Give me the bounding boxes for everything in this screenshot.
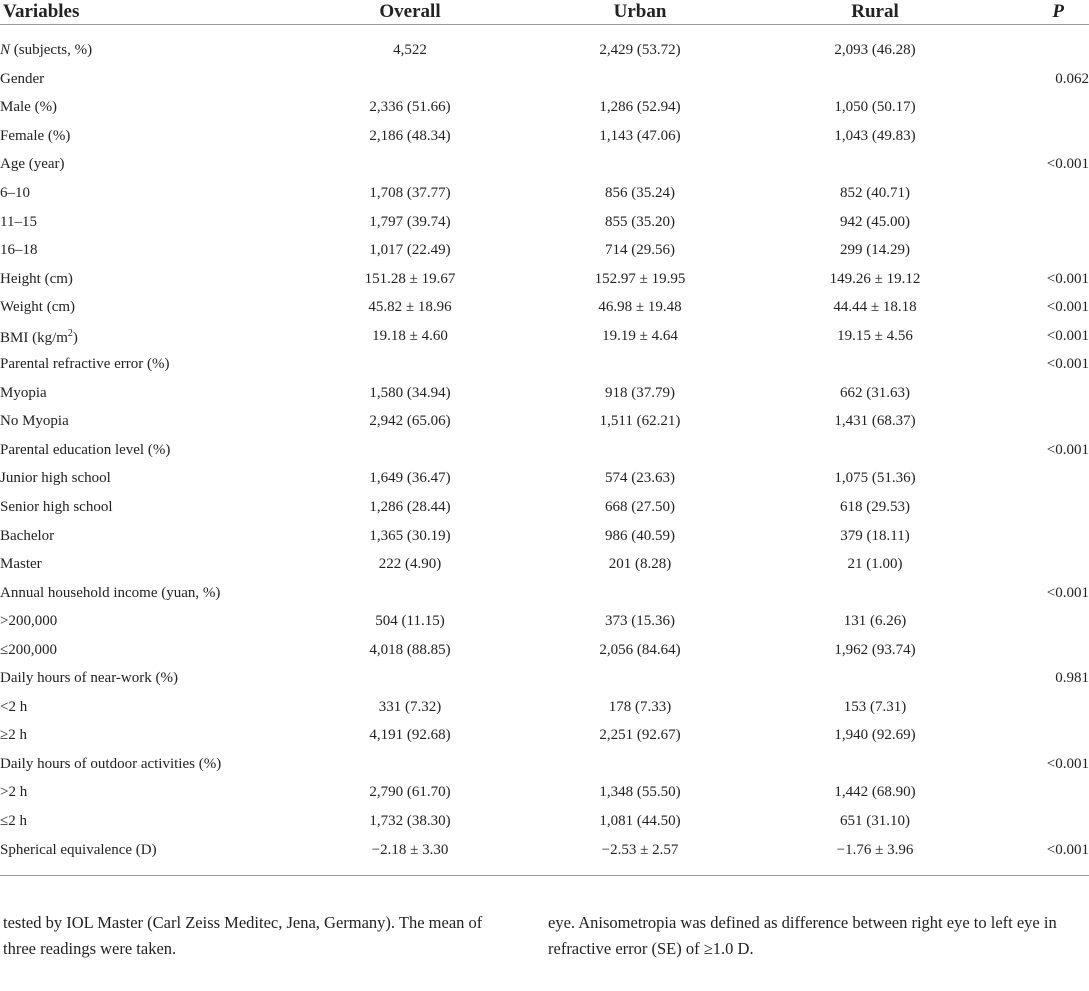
rural-cell: [760, 350, 990, 379]
row-label: [0, 436, 300, 465]
urban-cell: 986 (40.59): [605, 527, 675, 544]
urban-cell: 2,429 (53.72): [599, 42, 681, 59]
table-bottom-divider: [0, 875, 1089, 876]
header-spacer: [0, 25, 1089, 36]
overall-cell: 4,522: [393, 42, 427, 59]
row-label: [0, 464, 300, 493]
row-label-text: Bachelor: [0, 527, 55, 544]
row-label-text: Senior high school: [0, 499, 113, 516]
urban-cell: [520, 65, 760, 94]
p-value-cell: [990, 93, 1089, 122]
table-body: [0, 36, 1089, 864]
urban-cell: 46.98 ± 19.48: [598, 299, 682, 316]
p-value-cell: 0.981: [1055, 670, 1089, 687]
urban-cell: 1,143 (47.06): [599, 127, 681, 144]
row-label-tail: ): [72, 329, 78, 346]
row-label: [0, 607, 300, 636]
rural-cell: [760, 750, 990, 779]
table-row: [0, 807, 1089, 836]
row-label-text: No Myopia: [0, 413, 69, 430]
p-value-cell: [990, 693, 1089, 722]
p-value-cell: [990, 464, 1089, 493]
overall-cell: 331 (7.32): [378, 698, 442, 715]
row-label-text: Parental education level (%): [0, 441, 171, 458]
row-label: [0, 521, 300, 550]
overall-cell: [300, 150, 520, 179]
urban-cell: 201 (8.28): [608, 556, 672, 573]
overall-cell: [300, 750, 520, 779]
p-value-cell: [990, 207, 1089, 236]
row-label-text: >200,000: [0, 613, 58, 630]
overall-cell: 1,017 (22.49): [369, 242, 451, 259]
row-label-text: 6–10: [0, 185, 30, 201]
urban-cell: 2,056 (84.64): [599, 641, 681, 658]
urban-cell: 2,251 (92.67): [599, 727, 681, 744]
row-label: [0, 550, 300, 579]
p-value-cell: <0.001: [1046, 584, 1089, 601]
table-row: [0, 750, 1089, 779]
rural-cell: 1,075 (51.36): [834, 470, 916, 487]
p-value-cell: [990, 407, 1089, 436]
row-label-text: Master: [0, 556, 42, 573]
rural-cell: 1,962 (93.74): [834, 641, 916, 658]
urban-cell: [520, 750, 760, 779]
table-row: [0, 264, 1089, 293]
table-row: [0, 607, 1089, 636]
p-value-cell: [990, 778, 1089, 807]
overall-cell: 2,336 (51.66): [369, 99, 451, 116]
p-value-cell: <0.001: [1046, 356, 1089, 373]
header-urban: Urban: [613, 1, 667, 22]
row-label: [0, 36, 300, 65]
urban-cell: 178 (7.33): [608, 698, 672, 715]
rural-cell: 21 (1.00): [847, 556, 903, 573]
table-row: [0, 150, 1089, 179]
rural-cell: 1,442 (68.90): [834, 784, 916, 801]
row-label-text: Height (cm): [0, 270, 73, 287]
overall-cell: 19.18 ± 4.60: [372, 327, 448, 344]
table-row: [0, 65, 1089, 94]
urban-cell: 1,286 (52.94): [599, 99, 681, 116]
overall-cell: 2,942 (65.06): [369, 413, 451, 430]
urban-cell: 1,511 (62.21): [599, 413, 681, 430]
overall-cell: 222 (4.90): [378, 556, 442, 573]
rural-cell: [760, 65, 990, 94]
urban-cell: [520, 664, 760, 693]
rural-cell: 19.15 ± 4.56: [837, 327, 913, 344]
rural-cell: 662 (31.63): [840, 384, 910, 401]
table-row: [0, 379, 1089, 408]
row-label-text: Spherical equivalence (D): [0, 841, 157, 858]
urban-cell: −2.53 ± 2.57: [601, 841, 679, 858]
row-label-text: Male (%): [0, 99, 58, 116]
rural-cell: 44.44 ± 18.18: [833, 299, 917, 316]
row-label-text: Junior high school: [0, 470, 111, 487]
overall-cell: [300, 350, 520, 379]
table-row: [0, 550, 1089, 579]
row-label: [0, 835, 300, 864]
row-label: [0, 350, 300, 379]
p-value-cell: <0.001: [1046, 841, 1089, 858]
overall-cell: 504 (11.15): [375, 613, 445, 630]
p-value-cell: <0.001: [1046, 441, 1089, 458]
urban-cell: [520, 436, 760, 465]
p-value-cell: [990, 635, 1089, 664]
row-label-text: Parental refractive error (%): [0, 356, 170, 373]
rural-cell: 852 (40.71): [840, 185, 910, 201]
rural-cell: 131 (6.26): [843, 613, 907, 630]
overall-cell: [300, 578, 520, 607]
row-label: [0, 664, 300, 693]
urban-cell: [520, 350, 760, 379]
table-row: [0, 93, 1089, 122]
overall-cell: 4,191 (92.68): [369, 727, 451, 744]
row-label-superscript: 2: [67, 327, 73, 339]
row-label: [0, 293, 300, 322]
p-value-cell: <0.001: [1046, 270, 1089, 287]
row-label: [0, 578, 300, 607]
overall-cell: [300, 664, 520, 693]
table-row: [0, 436, 1089, 465]
body-text-left-column: tested by IOL Master (Carl Zeiss Meditec, Jena, Germany). The mean of three readings were taken.: [3, 913, 483, 958]
row-label: [0, 65, 300, 94]
row-label: [0, 721, 300, 750]
p-value-cell: [990, 721, 1089, 750]
header-variables: Variables: [3, 1, 80, 22]
table-row: [0, 179, 1089, 208]
p-value-cell: 0.062: [1055, 70, 1089, 87]
rural-cell: −1.76 ± 3.96: [836, 841, 914, 858]
p-value-cell: [990, 379, 1089, 408]
row-label-text: ≤200,000: [0, 641, 57, 658]
overall-cell: 151.28 ± 19.67: [364, 270, 456, 287]
p-value-cell: <0.001: [1046, 299, 1089, 316]
table-row: [0, 350, 1089, 379]
table-row: [0, 207, 1089, 236]
urban-cell: 1,348 (55.50): [599, 784, 681, 801]
p-value-cell: [990, 122, 1089, 151]
p-value-cell: [990, 807, 1089, 836]
row-label: [0, 379, 300, 408]
p-value-cell: [990, 550, 1089, 579]
row-label-text: BMI (kg/m: [0, 329, 68, 346]
table-header-row: [0, 0, 1089, 25]
overall-cell: 1,580 (34.94): [369, 384, 451, 401]
overall-cell: 2,186 (48.34): [369, 127, 451, 144]
urban-cell: 714 (29.56): [605, 242, 675, 259]
overall-cell: 45.82 ± 18.96: [368, 299, 452, 316]
table-row: [0, 721, 1089, 750]
urban-cell: [520, 578, 760, 607]
table-row: [0, 664, 1089, 693]
rural-cell: [760, 578, 990, 607]
row-label-text: <2 h: [0, 698, 28, 715]
row-label-text: ≤2 h: [0, 813, 27, 830]
rural-cell: 2,093 (46.28): [834, 42, 916, 59]
row-label: [0, 635, 300, 664]
table-row: [0, 693, 1089, 722]
table-row: [0, 835, 1089, 864]
urban-cell: 574 (23.63): [605, 470, 675, 487]
p-value-cell: [990, 493, 1089, 522]
overall-cell: 1,286 (28.44): [369, 499, 451, 516]
row-label-text: Weight (cm): [0, 299, 76, 316]
row-label: [0, 778, 300, 807]
row-label-text: Annual household income (yuan, %): [0, 584, 221, 601]
overall-cell: 1,797 (39.74): [369, 213, 451, 230]
urban-cell: 1,081 (44.50): [599, 813, 681, 830]
rural-cell: 1,050 (50.17): [834, 99, 916, 116]
row-label: [0, 321, 300, 350]
table-row: [0, 236, 1089, 265]
rural-cell: 1,940 (92.69): [834, 727, 916, 744]
body-text-right-column: eye. Anisometropia was defined as difference between right eye to left eye in refractive error (SE) of ≥1.0 D.: [548, 913, 1057, 958]
p-value-cell: [990, 36, 1089, 65]
table-row: [0, 293, 1089, 322]
table-row: [0, 521, 1089, 550]
overall-cell: 1,365 (30.19): [369, 527, 451, 544]
row-label: [0, 407, 300, 436]
overall-cell: −2.18 ± 3.30: [371, 841, 449, 858]
row-label: [0, 93, 300, 122]
rural-cell: [760, 436, 990, 465]
overall-cell: 2,790 (61.70): [369, 784, 451, 801]
rural-cell: 153 (7.31): [843, 698, 907, 715]
p-value-cell: [990, 179, 1089, 208]
table-row: [0, 464, 1089, 493]
row-label-text: (subjects, %): [10, 42, 93, 59]
row-label-text: Myopia: [0, 384, 47, 401]
row-label-text: Daily hours of near-work (%): [0, 670, 178, 687]
rural-cell: 651 (31.10): [840, 813, 910, 830]
rural-cell: 299 (14.29): [840, 242, 910, 259]
footer-spacer: [0, 864, 1089, 876]
row-label: [0, 150, 300, 179]
row-label-italic: N: [0, 42, 11, 59]
rural-cell: [760, 150, 990, 179]
table-row: [0, 493, 1089, 522]
row-label-text: Age (year): [0, 156, 65, 173]
p-value-cell: <0.001: [1046, 755, 1089, 772]
row-label-text: >2 h: [0, 784, 28, 801]
table-row: [0, 36, 1089, 65]
row-label: [0, 264, 300, 293]
rural-cell: 149.26 ± 19.12: [829, 270, 921, 287]
row-label: [0, 236, 300, 265]
table-row: [0, 407, 1089, 436]
rural-cell: 379 (18.11): [840, 527, 910, 544]
urban-cell: 856 (35.24): [605, 185, 675, 201]
urban-cell: 152.97 ± 19.95: [594, 270, 686, 287]
table-row: [0, 578, 1089, 607]
urban-cell: 855 (35.20): [605, 213, 675, 230]
rural-cell: 1,043 (49.83): [834, 127, 916, 144]
overall-cell: 4,018 (88.85): [369, 641, 451, 658]
p-value-cell: [990, 607, 1089, 636]
row-label-text: Female (%): [0, 127, 71, 144]
p-value-cell: [990, 236, 1089, 265]
row-label-text: ≥2 h: [0, 727, 27, 744]
row-label-text: Gender: [0, 70, 45, 87]
urban-cell: 668 (27.50): [605, 499, 675, 516]
overall-cell: 1,649 (36.47): [369, 470, 451, 487]
row-label-text: Daily hours of outdoor activities (%): [0, 755, 222, 772]
p-value-cell: <0.001: [1046, 156, 1089, 173]
header-overall: Overall: [379, 1, 441, 22]
rural-cell: 942 (45.00): [840, 213, 910, 230]
table-row: [0, 122, 1089, 151]
urban-cell: 918 (37.79): [605, 384, 675, 401]
p-value-cell: <0.001: [1046, 327, 1089, 344]
p-value-cell: [990, 521, 1089, 550]
table-row: [0, 778, 1089, 807]
urban-cell: [520, 150, 760, 179]
row-label: [0, 179, 300, 208]
rural-cell: [760, 664, 990, 693]
row-label: [0, 693, 300, 722]
row-label: [0, 207, 300, 236]
overall-cell: [300, 436, 520, 465]
header-p-value: P: [1052, 1, 1064, 22]
row-label: [0, 807, 300, 836]
row-label-text: 11–15: [0, 213, 37, 230]
header-rural: Rural: [851, 1, 899, 22]
urban-cell: 373 (15.36): [605, 613, 675, 630]
rural-cell: 618 (29.53): [840, 499, 910, 516]
overall-cell: 1,732 (38.30): [369, 813, 451, 830]
row-label: [0, 122, 300, 151]
table-row: [0, 635, 1089, 664]
rural-cell: 1,431 (68.37): [834, 413, 916, 430]
overall-cell: [300, 65, 520, 94]
row-label: [0, 493, 300, 522]
overall-cell: 1,708 (37.77): [369, 185, 451, 201]
urban-cell: 19.19 ± 4.64: [602, 327, 678, 344]
row-label: [0, 750, 300, 779]
table-row: [0, 321, 1089, 350]
row-label-text: 16–18: [0, 242, 38, 259]
